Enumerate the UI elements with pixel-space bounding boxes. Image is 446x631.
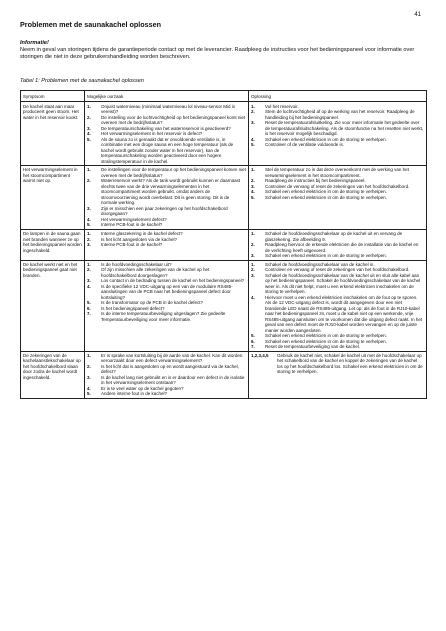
solution-list <box>251 104 424 148</box>
solution-text: Stem de luchtvochtigheid af op de werking van het reservoir. Raadpleeg de handleiding bij het bedieningspaneel. <box>265 109 415 120</box>
cause-item <box>87 137 246 164</box>
solution-number: 5. <box>251 194 255 200</box>
solution-number: 3. <box>251 253 255 259</box>
solution-number: 5. <box>251 142 255 148</box>
cause-number: 2. <box>87 178 91 184</box>
cause-item <box>87 115 246 126</box>
solution-number: 2. <box>251 267 255 273</box>
solution-item <box>251 142 424 147</box>
cause-number: 4. <box>87 385 91 391</box>
cause-cell <box>85 102 249 166</box>
cause-number: 3. <box>87 125 91 131</box>
cause-item <box>87 222 246 227</box>
cause-text: Of zijn misschien alle zekeringen van de kachel op het hoofdschakelbord doorgeslagen? <box>101 267 210 278</box>
solution-text: Schakel de hoofdvoedingsschakelaar van de kachel uit en sluit alle kabel aan op het bedieningspaneel. Schakel de hoofdvoedingsschakelaar van de kachel weer in. Als dit niet helpt, moet u een erkend elektricien inschakelen om de storing te verhelpen. <box>265 272 421 295</box>
cause-text: Waterreservoir werkt? Als de tank wordt gebruikt kunnen er daarnaast slechts twee van de drie verwarmingselementen in het stoomcompartiment worden gebruikt, omdat anders de stroomvoorziening wordt overbelast. Dit is geen storing. Dit is de normale werking. <box>101 178 241 206</box>
cause-text: Is de specifieke 12 VDC-uitgang op een van de modulaire RS485-aansluitingen van de PCB naar het bedieningspaneel defect door kortsluiting? <box>101 283 233 300</box>
notice-heading: Informatie! <box>20 40 49 46</box>
notice-text: Neem in geval van storingen tijdens de garantieperiode contact op met de leverancier. Raadpleeg de instructies voor het bedieningspaneel voor informatie over storingen die niet in deze gebruikershandleiding worden beschreven. <box>20 46 415 60</box>
cause-text: Is de kachel lang niet gebruikt en is er daardoor een defect in de isolatie in het verwarmingselement ontstaan? <box>101 374 245 386</box>
cause-text: Zijn er misschien een paar zekeringen op het hoofdschakelbord doorgegaan? <box>101 205 228 217</box>
cause-number: 1. <box>87 261 91 267</box>
cause-list <box>87 231 246 247</box>
cause-number: 1. <box>87 231 91 237</box>
cause-number: 3. <box>87 205 91 211</box>
table-caption: Tabel 1: Problemen met de saunakachel oplossen <box>20 78 144 84</box>
cause-text: Los contact in de bedrading tussen de kachel en het bedieningspaneel? <box>101 278 245 284</box>
solution-item <box>251 295 424 333</box>
solution-item <box>251 253 424 258</box>
cause-number: 2. <box>87 236 91 242</box>
symptom-cell: De kachel staat aan maar produceert geen stoom. Het water in het reservoir kookt. <box>21 102 85 166</box>
solution-item <box>251 231 424 242</box>
solution-cell <box>249 351 427 398</box>
cause-number: 3. <box>87 242 91 248</box>
solution-item <box>251 195 424 200</box>
solution-number: 1. <box>251 231 255 237</box>
solution-number: 1. <box>251 167 255 173</box>
cause-number: 5. <box>87 222 91 228</box>
table-header-row <box>21 91 427 102</box>
cause-text: Interne glaszekering in de kachel defect? <box>101 231 183 237</box>
cause-cell <box>85 260 249 351</box>
cause-text: Interne PCB-fout in de kachel? <box>101 222 163 228</box>
solution-text: Schakel een erkend elektricien in om de storing te verhelpen. <box>265 333 387 339</box>
cause-text: Het verwarmingselement defect? <box>101 216 167 222</box>
solution-cell <box>249 166 427 230</box>
solution-number: 4. <box>251 189 255 195</box>
cause-number: 2. <box>87 363 91 369</box>
cause-cell <box>85 351 249 398</box>
solution-text: Reset de temperatuurbeveiliging van de kachel. <box>265 344 361 350</box>
solution-item <box>251 273 424 295</box>
solution-number: 1,2,3,4,5 <box>251 353 269 358</box>
cause-number: 2. <box>87 267 91 273</box>
solution-number: 1. <box>251 261 255 267</box>
solution-text: Stel de temperatuur zo in dat deze overeenkomt met de werking van het verwarmingselement in het stoomcompartiment. <box>265 167 409 178</box>
info-notice <box>20 40 425 60</box>
solution-number: 6. <box>251 338 255 344</box>
solution-number: 2. <box>251 242 255 248</box>
solution-text: Raadpleeg de instructies bij het bedieningspaneel. <box>265 178 366 184</box>
solution-item <box>251 242 424 253</box>
cause-item <box>87 353 246 364</box>
cause-number: 4. <box>87 283 91 289</box>
cause-text: Is de hoofdvoedingsschakelaar uit? <box>101 261 172 267</box>
solution-number: 2. <box>251 109 255 115</box>
cause-item <box>87 242 246 247</box>
solution-cell <box>249 229 427 260</box>
table-row <box>21 102 427 166</box>
table-row <box>21 260 427 351</box>
header-cause: Mogelijke oorzaak <box>85 91 249 102</box>
solution-text: Schakel de hoofdvoedingsschakelaar van de kachel in. <box>265 261 375 267</box>
section-title: Problemen met de saunakachel oplossen <box>20 20 162 29</box>
symptom-cell: Het verwarmingselement in het stoomcompartiment warmt niet op. <box>21 166 85 230</box>
solution-text: Raadpleeg hiervoor de erkende elektricien die de installatie van de kachel en de verlichting heeft uitgevoerd. <box>265 242 419 253</box>
table-row <box>21 166 427 230</box>
cause-item <box>87 391 246 396</box>
solution-text: Reset de temperatuurafsluitkeling. Zie voor meer informatie het gedeelte over de temperatuurafsluitschakeling. Als de stoomfunctie na het resetten niet werkt, is het reservoir mogelijk beschadigd. <box>265 120 424 137</box>
cause-text: Interne PCB-fout in de kachel? <box>101 242 163 248</box>
cause-item <box>87 311 246 322</box>
cause-text: De instellingen voor de temperatuur op het bedieningspaneel komen niet overeen met de bedrijfsstatus? <box>101 167 246 178</box>
solution-number: 4. <box>251 294 255 300</box>
cause-item <box>87 167 246 178</box>
cause-number: 4. <box>87 216 91 222</box>
cause-item <box>87 375 246 386</box>
solution-list <box>251 167 424 200</box>
solution-cell <box>249 260 427 351</box>
cause-text: De temperatuurschakeling van het waterreservoir is geactiveerd? <box>101 125 231 131</box>
solution-text: Schakel een erkend elektricien in om de storing te verhelpen. <box>265 189 387 195</box>
cause-text: Er is sprake van kortsluiting bij de aarde van de kachel. Kan dit worden veroorzaakt door een defect verwarmingselement? <box>101 353 243 364</box>
solution-text: Schakel de hoofdvoedingsschakelaar op de kachel uit en vervang de glaszekering. Zie afbeelding 9. <box>265 231 403 242</box>
cause-number: 5. <box>87 300 91 306</box>
table-row <box>21 229 427 260</box>
symptom-cell: De zekeringen van de kachelaanstlekschakelaar op het hoofdschakelbord slaan door zodra de kachel wordt ingeschakeld. <box>21 351 85 398</box>
solution-number: 2. <box>251 178 255 184</box>
symptom-cell: De lampen in de sauna gaan niet branden wanneer ze op het bedieningspaneel worden ingeschakeld. <box>21 229 85 260</box>
solution-item <box>251 109 424 120</box>
solution-text: Schakel een erkend elektricien in om de storing te verhelpen. <box>265 136 387 142</box>
cause-text: Andere interne fout in de kachel? <box>101 391 168 397</box>
cause-number: 1. <box>87 103 91 109</box>
solution-text: Vul het reservoir. <box>265 103 299 109</box>
solution-text: Gebruik de kachel niet, schakel de kachel uit met de hoofdschakelaar op het schakelbord van de kachel en koppel de zekeringen van de kachel los op het hoofdschakelbord los. Schakel een erkend elektricien in om de storing te verhelpen. <box>277 353 423 375</box>
solution-number: 3. <box>251 183 255 189</box>
solution-text: Controleer de vervang of reset de zekeringen van het hoofdschakelbord. <box>265 183 410 189</box>
page-number: 41 <box>414 12 421 18</box>
cause-item <box>87 104 246 115</box>
cause-item <box>87 364 246 375</box>
cause-item <box>87 267 246 278</box>
cause-list <box>87 353 246 397</box>
solution-text: Controleer en vervang of reset de zekeringen van het hoofdschakelbord. <box>265 267 410 273</box>
solution-item <box>251 344 424 349</box>
cause-number: 1. <box>87 353 91 358</box>
cause-list <box>87 262 246 322</box>
cause-number: 5. <box>87 136 91 142</box>
solution-text: Schakel een erkend elektricien in om de storing te verhelpen. <box>265 253 387 259</box>
solution-list <box>251 353 424 375</box>
header-solution: Oplossing <box>249 91 427 102</box>
cause-number: 2. <box>87 114 91 120</box>
cause-cell <box>85 229 249 260</box>
cause-text: Er is te veel water op de kachel gegoten? <box>101 385 184 391</box>
cause-text: Als de sauna zo is gemaakt dat er onvoldoende ventilatie is, in combinatie met een droge sauna en een hoge temperatuur (als de kachel wordt gebruikt zonder water in het reservoir), kan de temperatuurschakeling worden geactiveerd door een hogere stralingstemperatuur in de kachel. <box>101 136 234 164</box>
header-symptom: Symptoom <box>21 91 85 102</box>
cause-text: Het verwarmingselement in het reservoir is defect? <box>101 131 203 137</box>
table-row <box>21 351 427 398</box>
solution-number: 4. <box>251 136 255 142</box>
solution-list <box>251 231 424 258</box>
cause-text: Is het licht aangesloten via de kachel? <box>101 236 178 242</box>
symptom-cell: De kachel werkt niet en het bedieningspaneel gaat niet branden. <box>21 260 85 351</box>
cause-text: Is de interne temperatuurbeveiliging uitgeslagen? Zie gedeelte Temperatuurbeveiliging voor meer informatie. <box>101 311 226 322</box>
solution-number: 3. <box>251 120 255 126</box>
cause-text: Is het bedieningspaneel defect? <box>101 305 165 311</box>
cause-text: Is de transformator op de PCB in de kachel defect? <box>101 300 204 306</box>
solution-item <box>251 353 424 375</box>
solution-number: 5. <box>251 333 255 339</box>
solution-text: Schakel een erkend elektricien in om de storing te verhelpen. <box>265 194 387 200</box>
cause-number: 4. <box>87 131 91 137</box>
solution-item <box>251 120 424 136</box>
solution-list <box>251 262 424 350</box>
solution-text: Controleer of de ventilatie voldoende is. <box>265 142 345 148</box>
solution-number: 3. <box>251 272 255 278</box>
cause-item <box>87 206 246 217</box>
solution-item <box>251 167 424 178</box>
cause-number: 3. <box>87 278 91 284</box>
cause-list <box>87 104 246 164</box>
cause-item <box>87 284 246 300</box>
solution-number: 7. <box>251 344 255 350</box>
cause-number: 5. <box>87 391 91 397</box>
cause-item <box>87 178 246 205</box>
cause-number: 6. <box>87 305 91 311</box>
troubleshooting-table <box>20 90 427 399</box>
cause-number: 3. <box>87 374 91 380</box>
cause-cell <box>85 166 249 230</box>
solution-number: 1. <box>251 103 255 109</box>
solution-text: Hiervoor moet u een erkend elektricien inschakelen om de fout op te sporen. Als de 12 VDC-uitgang defect is, wordt dit aangegeven door een niet brandende LED naast de RS485-uitgang. Let op: als de fout in de RJ10-kabel naar het bedieningspaneel zit, moet u de kabel niet op een werkende, vrije RS485-uitgang aansluiten om te voorkomen dat die uitgang defect raakt. In het geval van een defect moet de RJ10-kabel worden vervangen en op de juiste manier worden aangesloten. <box>265 294 423 333</box>
cause-text: De instelling voor de luchtvochtigheid op het bedieningspaneel komt niet overeen met de bedrijfsstatus? <box>101 114 246 126</box>
solution-cell <box>249 102 427 166</box>
cause-list <box>87 167 246 227</box>
cause-text: Is het licht dat is aangesloten op en wordt aangestuurd via de kachel, defect? <box>101 363 239 375</box>
solution-text: Schakel een erkend elektricien in om de storing te verhelpen. <box>265 338 387 344</box>
cause-number: 7. <box>87 311 91 317</box>
cause-number: 1. <box>87 167 91 173</box>
cause-text: Onjuist waterniveau (minimaal waterniveau lol niveau-sensor Mid is vereist)? <box>101 103 236 115</box>
